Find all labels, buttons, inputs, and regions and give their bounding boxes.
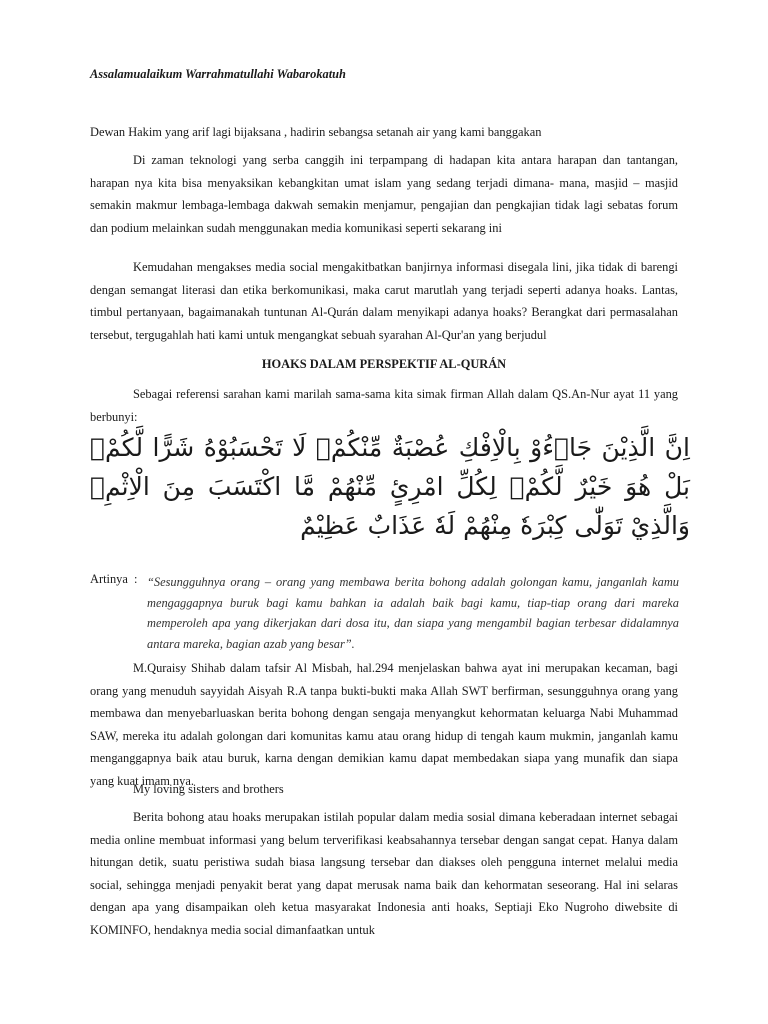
paragraph-tafsir: M.Quraisy Shihab dalam tafsir Al Misbah, hal.294 menjelaskan bahwa ayat ini merupakan kecaman, bagi orang yang menuduh sayyidah Aisyah R.A tanpa bukti-bukti maka Allah SWT berfirman, sesungguhnya orang yang membawa dan menyebarluaskan berita bohong dengan sengaja menyangkut kehormatan keluarga Nabi Muhammad SAW, mereka itu adalah golongan dari komunitas kamu atau orang hidup di tengah kaum mukmin, janganlah kamu menganggapnya baik atau buruk, karna dengan demikian kamu dapat membedakan siapa yang munafik dan siapa yang kuat imam nya. xyxy=(90,661,678,788)
translation-label: Artinya : xyxy=(90,572,138,586)
speech-title: HOAKS DALAM PERSPEKTIF AL-QURÁN xyxy=(261,357,507,371)
paragraph-social-media: Kemudahan mengakses media social mengakitbatkan banjirnya informasi disegala lini, jika tidak di barengi dengan semangat literasi dan etika berkomunikasi, maka carut marutlah yang terjadi seperti adanya hoaks. Lantas, timbul pertanyaan, bagaimanakah tuntunan Al-Qurán dalam menyikapi adanya hoaks? Berangkat dari permasalahan tersebut, tergugahlah hati kami untuk mengangkat sebuah syarahan Al-Qur'an yang berjudul xyxy=(90,260,678,342)
paragraph-reference: Sebagai referensi sarahan kami marilah sama-sama kita simak firman Allah dalam QS.An-Nur ayat 11 yang berbunyi: xyxy=(90,387,678,424)
paragraph-hoax: Berita bohong atau hoaks merupakan istilah popular dalam media sosial dimana keberadaan internet sebagai media online membuat informasi yang belum terverifikasi keabsahannya tersebar dengan sangat cepat. Hanya dalam hitungan detik, suatu peristiwa sudah biasa langsung tersebar dan diakses oleh pengguna internet melalui media social, sehingga menjadi penyakit berat yang dapat merusak nama baik dan kehormatan seseorang. Hal ini selaras dengan apa yang disampaikan oleh ketua masyarakat Indonesia anti hoaks, Septiaji Eko Nugroho diwebsite di KOMINFO, hendaknya media social dimanfaatkan untuk xyxy=(90,810,678,937)
opening-address: Dewan Hakim yang arif lagi bijaksana , hadirin sebangsa setanah air yang kami banggakan xyxy=(90,125,542,139)
translation-text: “Sesungguhnya orang – orang yang membawa berita bohong adalah golongan kamu, janganlah kamu mengaggapnya buruk bagi kamu bahkan ia adalah baik bagi kamu, tiap-tiap orang dari mareka memperoleh apa yang dikerjakan dari dosa itu, dan siapa yang mengambil bagian terbesar didalamnya antara mareka, bagian azab yang besar”. xyxy=(147,575,679,651)
arabic-verse: اِنَّ الَّذِيْنَ جَاۤءُوْ بِالْاِفْكِ عُصْبَةٌ مِّنْكُمْۗ لَا تَحْسَبُوْهُ شَرًّا لَّكُمْۗ بَلْ هُوَ خَيْرٌ لَّكُمْۗ لِكُلِّ امْرِئٍ مِّنْهُمْ مَّا اكْتَسَبَ مِنَ الْاِثْمِۚ وَالَّذِيْ تَوَلّٰى كِبْرَهٗ مِنْهُمْ لَهٗ عَذَابٌ عَظِيْمٌ xyxy=(90,433,690,540)
greeting: Assalamualaikum Warrahmatullahi Wabarokatuh xyxy=(90,67,346,81)
paragraph-intro: Di zaman teknologi yang serba canggih ini terpampang di hadapan kita antara harapan dan tantangan, harapan nya kita bisa menyaksikan kebangkitan umat islam yang sedang terjadi dimana- mana, masjid – masjid semakin makmur lembaga-lembaga dakwah semakin menjamur, pengajian dan pengkajian tidak lagi sebatas forum dan podium melainkan sudah menggunakan media komunikasi seperti sekarang ini xyxy=(90,153,678,235)
paragraph-salutation: My loving sisters and brothers xyxy=(133,782,284,796)
